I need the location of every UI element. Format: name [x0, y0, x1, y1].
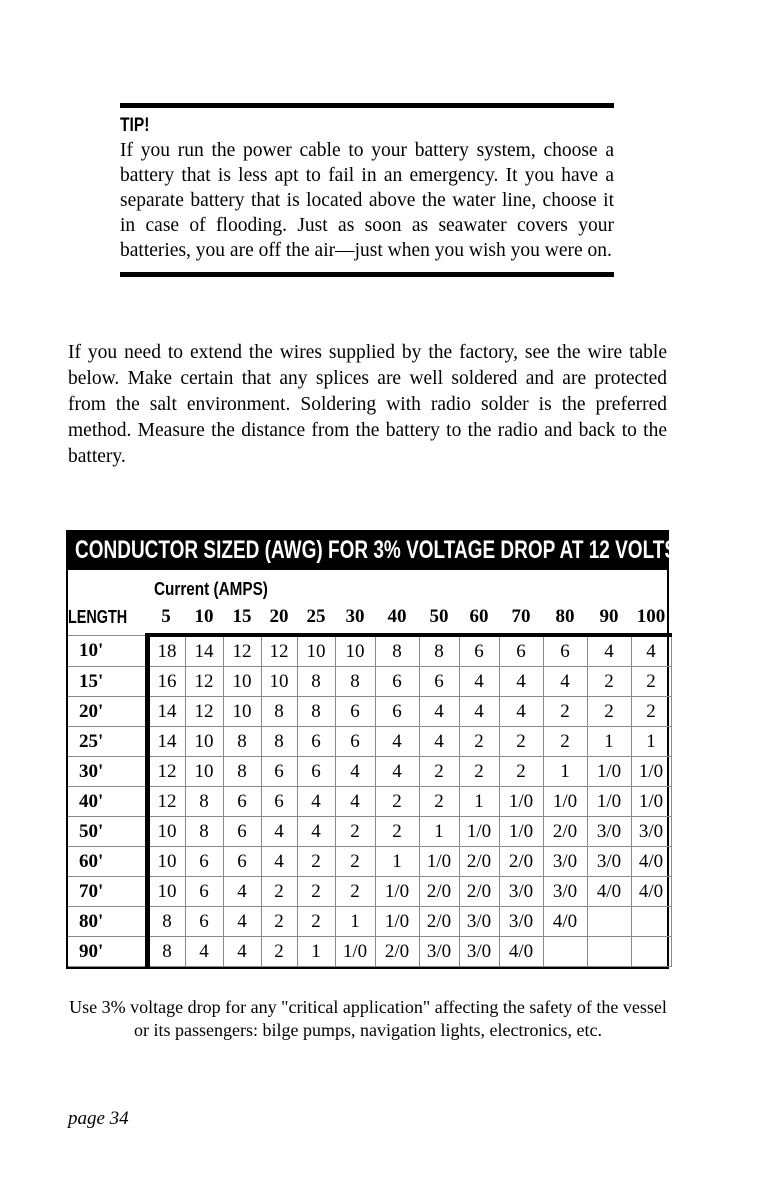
value-cell: 2	[543, 727, 587, 757]
table-row	[68, 635, 671, 667]
value-cell: 8	[223, 727, 261, 757]
header-spacer-cell	[68, 570, 147, 600]
length-cell: 40'	[68, 787, 147, 817]
value-cell: 4	[297, 817, 335, 847]
value-cell: 10	[147, 847, 185, 877]
value-cell: 10	[147, 877, 185, 907]
value-cell: 10	[335, 635, 375, 667]
value-cell: 2	[499, 757, 543, 787]
value-cell: 6	[185, 877, 223, 907]
value-cell: 2	[375, 787, 419, 817]
value-cell: 1/0	[587, 757, 631, 787]
tip-rule-top	[120, 103, 614, 108]
value-cell: 1	[543, 757, 587, 787]
value-cell: 6	[419, 667, 459, 697]
table-row	[68, 787, 671, 817]
value-cell: 10	[261, 667, 297, 697]
value-cell: 8	[419, 635, 459, 667]
value-cell: 12	[147, 787, 185, 817]
value-cell: 12	[223, 635, 261, 667]
value-cell: 2	[459, 757, 499, 787]
tip-title-text: TIP!	[120, 115, 150, 136]
value-cell	[631, 937, 671, 967]
current-amps-header	[147, 570, 671, 600]
length-cell: 30'	[68, 757, 147, 787]
length-cell: 70'	[68, 877, 147, 907]
col-header-cell: 20	[269, 605, 289, 627]
table-row	[68, 727, 671, 757]
value-cell: 6	[185, 847, 223, 877]
value-cell: 8	[147, 937, 185, 967]
value-cell: 4	[459, 667, 499, 697]
length-cell: 50'	[68, 817, 147, 847]
value-cell: 8	[185, 787, 223, 817]
value-cell: 12	[147, 757, 185, 787]
length-cell: 80'	[68, 907, 147, 937]
value-cell	[543, 937, 587, 967]
value-cell: 3/0	[459, 937, 499, 967]
value-cell: 10	[297, 635, 335, 667]
length-cell: 10'	[68, 635, 147, 667]
value-cell: 6	[223, 787, 261, 817]
value-cell: 2/0	[459, 877, 499, 907]
value-cell: 2	[297, 907, 335, 937]
col-header-cell: 25	[306, 605, 326, 627]
value-cell: 10	[185, 757, 223, 787]
value-cell: 4/0	[587, 877, 631, 907]
value-cell: 6	[261, 787, 297, 817]
value-cell: 2	[335, 847, 375, 877]
value-cell	[631, 907, 671, 937]
value-cell: 4	[223, 937, 261, 967]
value-cell: 3/0	[543, 877, 587, 907]
table-row	[68, 847, 671, 877]
value-cell: 6	[459, 635, 499, 667]
value-cell: 6	[375, 697, 419, 727]
value-cell: 2	[297, 877, 335, 907]
value-cell: 2	[631, 697, 671, 727]
table-row	[68, 937, 671, 967]
value-cell: 4	[375, 757, 419, 787]
value-cell: 6	[335, 697, 375, 727]
value-cell: 8	[261, 697, 297, 727]
value-cell: 8	[147, 907, 185, 937]
table-box	[66, 570, 669, 969]
table-title: CONDUCTOR SIZED (AWG) FOR 3% VOLTAGE DROP AT 12 VOLTS	[75, 536, 678, 564]
value-cell: 3/0	[499, 877, 543, 907]
value-cell: 18	[147, 635, 185, 667]
table-row	[68, 697, 671, 727]
value-cell: 3/0	[587, 817, 631, 847]
amps-header-row	[68, 570, 671, 600]
value-cell: 1/0	[587, 787, 631, 817]
value-cell: 4	[335, 787, 375, 817]
value-cell: 4	[261, 817, 297, 847]
col-header-cell: 10	[194, 605, 214, 627]
value-cell: 8	[261, 727, 297, 757]
current-amps-label: Current (AMPS)	[154, 579, 268, 599]
value-cell: 1/0	[631, 757, 671, 787]
value-cell: 14	[147, 727, 185, 757]
value-cell: 1	[459, 787, 499, 817]
length-cell: 90'	[68, 937, 147, 967]
value-cell: 1	[375, 847, 419, 877]
value-cell: 1/0	[375, 877, 419, 907]
value-cell: 1	[297, 937, 335, 967]
value-cell: 4	[543, 667, 587, 697]
table-row	[68, 877, 671, 907]
tip-body-text: If you run the power cable to your battery system, choose a battery that is less apt to fail in an emergency. It you have a separate battery that is located above the water line, choose it in case of flooding. Just as soon as seawater covers your batteries, you are off the air—just when you wish you were on.	[120, 140, 614, 261]
value-cell: 3/0	[587, 847, 631, 877]
value-cell: 6	[297, 757, 335, 787]
length-header-cell	[68, 600, 147, 635]
value-cell: 2	[335, 817, 375, 847]
value-cell: 4	[419, 697, 459, 727]
value-cell: 10	[147, 817, 185, 847]
value-cell: 2	[261, 937, 297, 967]
col-header-cell: 80	[555, 605, 575, 627]
table-body	[68, 635, 671, 967]
value-cell: 2/0	[543, 817, 587, 847]
value-cell: 4	[459, 697, 499, 727]
value-cell: 1/0	[543, 787, 587, 817]
footnote: Use 3% voltage drop for any "critical application" affecting the safety of the vessel or its passengers: bilge pumps, navigation lights, electronics, etc.	[69, 997, 667, 1040]
length-cell: 25'	[68, 727, 147, 757]
length-cell: 15'	[68, 667, 147, 697]
value-cell: 6	[223, 817, 261, 847]
value-cell: 8	[297, 667, 335, 697]
value-cell: 12	[185, 667, 223, 697]
value-cell: 1	[587, 727, 631, 757]
length-cell: 60'	[68, 847, 147, 877]
value-cell: 4	[587, 635, 631, 667]
value-cell: 4	[375, 727, 419, 757]
value-cell: 4	[261, 847, 297, 877]
tip-rule-bottom	[120, 272, 614, 277]
table-row	[68, 667, 671, 697]
value-cell: 14	[147, 697, 185, 727]
value-cell: 14	[185, 635, 223, 667]
table-row	[68, 907, 671, 937]
value-cell: 1	[419, 817, 459, 847]
value-cell: 1/0	[375, 907, 419, 937]
col-header-cell: 5	[161, 605, 171, 627]
value-cell: 12	[185, 697, 223, 727]
value-cell: 2	[631, 667, 671, 697]
value-cell: 12	[261, 635, 297, 667]
table-row	[68, 757, 671, 787]
value-cell: 2/0	[419, 877, 459, 907]
value-cell: 2	[543, 697, 587, 727]
value-cell: 2	[587, 667, 631, 697]
value-cell: 4	[499, 697, 543, 727]
value-cell: 10	[223, 697, 261, 727]
value-cell: 2	[261, 877, 297, 907]
value-cell: 8	[185, 817, 223, 847]
value-cell	[587, 937, 631, 967]
value-cell: 2	[419, 787, 459, 817]
intro-paragraph: If you need to extend the wires supplied by the factory, see the wire table below. Make certain that any splices are well soldered and are protected from the salt environment. Soldering with radio solder is the preferred method. Measure the distance from the battery to the radio and back to the battery.	[68, 342, 667, 467]
value-cell: 1	[631, 727, 671, 757]
value-cell: 4	[631, 635, 671, 667]
value-cell: 8	[335, 667, 375, 697]
tip-box	[120, 103, 614, 277]
value-cell: 4/0	[631, 847, 671, 877]
value-cell: 6	[335, 727, 375, 757]
value-cell: 4/0	[543, 907, 587, 937]
value-cell: 4	[297, 787, 335, 817]
tip-title	[120, 115, 614, 137]
column-header-row	[68, 600, 671, 635]
value-cell: 2	[587, 697, 631, 727]
value-cell: 8	[375, 635, 419, 667]
value-cell: 4	[419, 727, 459, 757]
value-cell: 1/0	[419, 847, 459, 877]
value-cell: 4	[223, 877, 261, 907]
value-cell: 2	[261, 907, 297, 937]
value-cell: 4	[223, 907, 261, 937]
value-cell: 6	[543, 635, 587, 667]
page-number: page 34	[68, 1108, 129, 1129]
length-header-label: LENGTH	[68, 606, 128, 627]
value-cell: 4	[499, 667, 543, 697]
conductor-size-table	[68, 570, 672, 967]
value-cell: 4/0	[499, 937, 543, 967]
value-cell: 6	[375, 667, 419, 697]
table-title-bar	[66, 530, 678, 570]
value-cell: 4	[335, 757, 375, 787]
value-cell: 1/0	[459, 817, 499, 847]
value-cell: 6	[261, 757, 297, 787]
value-cell: 2	[375, 817, 419, 847]
col-header-cell: 60	[469, 605, 489, 627]
value-cell: 6	[297, 727, 335, 757]
value-cell: 2/0	[375, 937, 419, 967]
table-row	[68, 817, 671, 847]
col-header-cell: 100	[636, 605, 666, 627]
value-cell: 2	[419, 757, 459, 787]
value-cell: 2	[297, 847, 335, 877]
value-cell: 1/0	[499, 787, 543, 817]
col-header-cell: 15	[232, 605, 252, 627]
value-cell: 3/0	[419, 937, 459, 967]
value-cell: 3/0	[459, 907, 499, 937]
wire-table	[66, 530, 678, 969]
value-cell: 2/0	[459, 847, 499, 877]
value-cell: 4	[185, 937, 223, 967]
value-cell: 6	[499, 635, 543, 667]
col-header-cell: 90	[599, 605, 619, 627]
value-cell: 2	[459, 727, 499, 757]
value-cell: 3/0	[543, 847, 587, 877]
value-cell	[587, 907, 631, 937]
value-cell: 1/0	[335, 937, 375, 967]
value-cell: 8	[297, 697, 335, 727]
value-cell: 3/0	[631, 817, 671, 847]
value-cell: 1/0	[499, 817, 543, 847]
value-cell: 1	[335, 907, 375, 937]
value-cell: 4/0	[631, 877, 671, 907]
value-cell: 3/0	[499, 907, 543, 937]
value-cell: 10	[223, 667, 261, 697]
value-cell: 6	[185, 907, 223, 937]
value-cell: 16	[147, 667, 185, 697]
table-header	[68, 570, 671, 635]
value-cell: 2	[335, 877, 375, 907]
col-header-cell: 30	[345, 605, 365, 627]
value-cell: 6	[223, 847, 261, 877]
col-header-cell: 70	[511, 605, 531, 627]
value-cell: 1/0	[631, 787, 671, 817]
col-header-cell: 50	[429, 605, 449, 627]
value-cell: 10	[185, 727, 223, 757]
col-header-cell: 40	[387, 605, 407, 627]
value-cell: 8	[223, 757, 261, 787]
value-cell: 2	[499, 727, 543, 757]
value-cell: 2/0	[499, 847, 543, 877]
value-cell: 2/0	[419, 907, 459, 937]
length-cell: 20'	[68, 697, 147, 727]
